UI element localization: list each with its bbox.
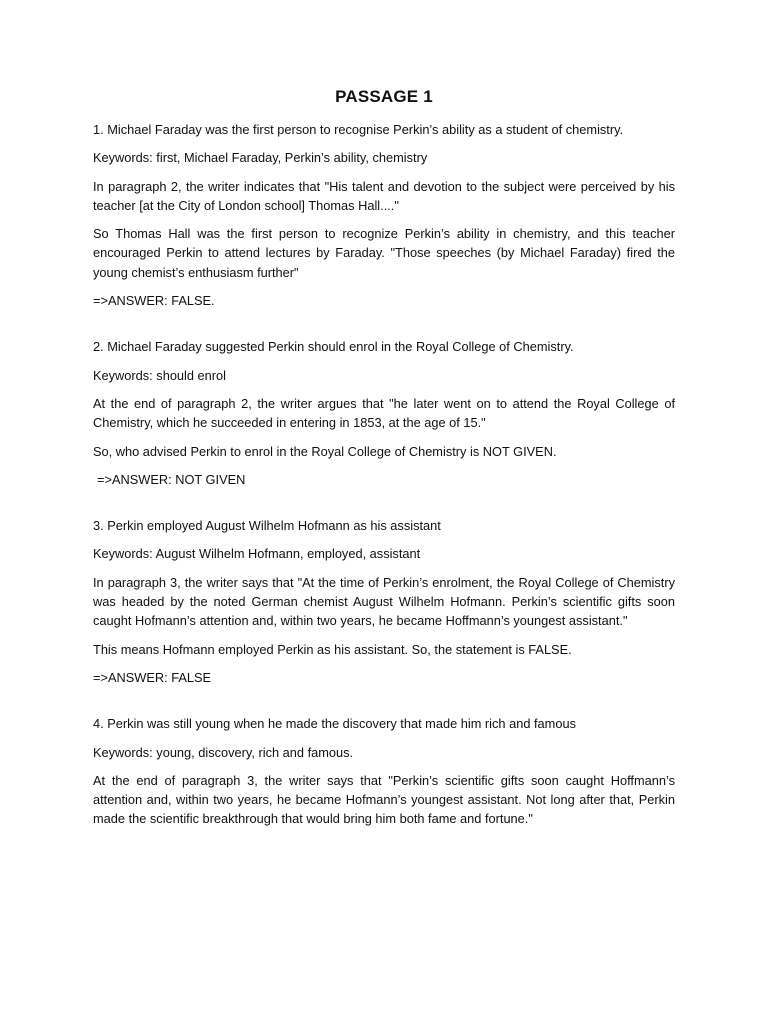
question-statement: 4. Perkin was still young when he made the discovery that made him rich and famous (93, 716, 576, 732)
page-title: PASSAGE 1 (335, 87, 433, 106)
question-keywords: Keywords: first, Michael Faraday, Perkin’s ability, chemistry (93, 150, 428, 166)
explanation-paragraph: This means Hofmann employed Perkin as his assistant. So, the statement is FALSE. (93, 641, 572, 657)
question-keywords: Keywords: young, discovery, rich and famous. (93, 744, 354, 760)
question-statement: 2. Michael Faraday suggested Perkin should enrol in the Royal College of Chemistry. (93, 339, 574, 355)
question-1 (93, 120, 675, 310)
question-2 (93, 337, 675, 489)
question-3 (93, 516, 675, 687)
explanation-paragraph: In paragraph 2, the writer indicates that "His talent and devotion to the subject were perceived by his teacher [at the City of London school] Thomas Hall...." (93, 178, 675, 213)
answer-text: =>ANSWER: NOT GIVEN (97, 471, 246, 487)
explanation-paragraph: So Thomas Hall was the first person to recognize Perkin’s ability in chemistry, and this teacher encouraged Perkin to attend lectures by Faraday. "Those speeches (by Michael Faraday) fired the young chemist’s enthusiasm further" (93, 226, 675, 280)
answer-text: =>ANSWER: FALSE. (93, 293, 215, 309)
question-statement: 1. Michael Faraday was the first person to recognise Perkin’s ability as a student of chemistry. (93, 122, 624, 137)
section-gap (93, 687, 675, 714)
question-4 (93, 714, 675, 828)
explanation-paragraph: At the end of paragraph 2, the writer argues that "he later went on to attend the Royal College of Chemistry, which he succeeded in entering in 1853, at the age of 15." (93, 395, 675, 431)
question-keywords: Keywords: August Wilhelm Hofmann, employed, assistant (93, 546, 421, 562)
question-keywords: Keywords: should enrol (93, 367, 227, 383)
section-gap (93, 489, 675, 516)
explanation-paragraph: So, who advised Perkin to enrol in the Royal College of Chemistry is NOT GIVEN. (93, 443, 557, 459)
question-statement: 3. Perkin employed August Wilhelm Hofmann as his assistant (93, 518, 441, 534)
explanation-paragraph: At the end of paragraph 3, the writer says that "Perkin’s scientific gifts soon caught Hoffmann’s attention and, within two years, he became Hofmann’s youngest assistant. Not long after that, Perkin made the scientific breakthrough that would bring him both fame and fortune." (93, 772, 675, 827)
explanation-paragraph: In paragraph 3, the writer says that "At the time of Perkin’s enrolment, the Royal College of Chemistry was headed by the noted German chemist August Wilhelm Hofmann. Perkin’s scientific gifts soon caught Hofmann’s attention and, within two years, he became Hoffmann’s youngest assistant." (93, 574, 675, 629)
document-page (93, 86, 675, 838)
section-gap (93, 310, 675, 337)
answer-text: =>ANSWER: FALSE (93, 669, 212, 685)
